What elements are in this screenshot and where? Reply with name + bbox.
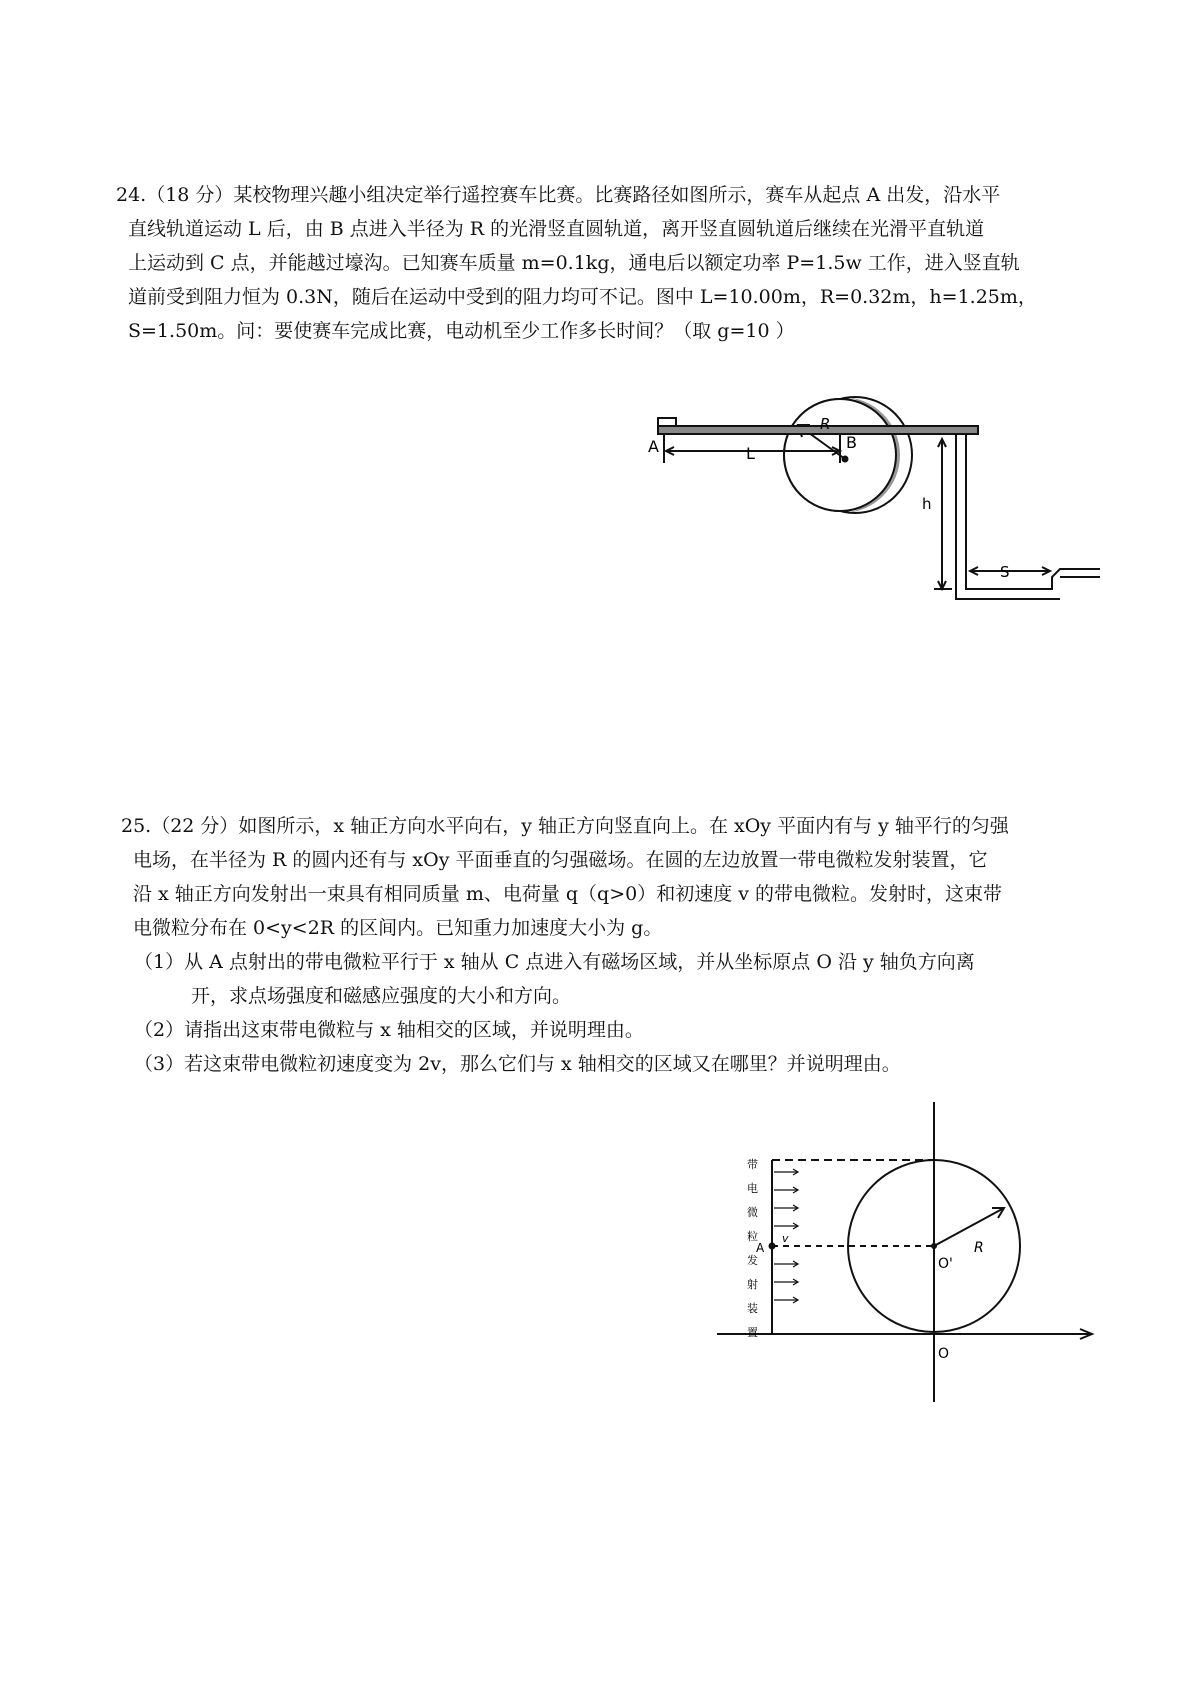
question-25 (121, 809, 1009, 1081)
q24-line-4: 道前受到阻力恒为 0.3N，随后在运动中受到的阻力均可不记。图中 L=10.00m，R=0.32m，h=1.25m， (128, 286, 1037, 308)
label-A: A (648, 437, 659, 456)
q25-line-1: 25.（22 分）如图所示，x 轴正方向水平向右，y 轴正方向竖直向上。在 xOy 平面内有与 y 轴平行的匀强 (121, 815, 1009, 837)
label-h: h (922, 495, 932, 513)
q25-sub3: （3）若这束带电微粒初速度变为 2v，那么它们与 x 轴相交的区域又在哪里？并说明理由。 (134, 1053, 901, 1075)
question-24 (116, 178, 1037, 348)
device-char-5: 发 (747, 1254, 758, 1267)
q25-line-3: 沿 x 轴正方向发射出一束具有相同质量 m、电荷量 q（q>0）和初速度 v 的带电微粒。发射时，这束带 (133, 883, 1003, 905)
q24-line-3: 上运动到 C 点，并能越过壕沟。已知赛车质量 m=0.1kg，通电后以额定功率 P=1.5w 工作，进入竖直轨 (128, 252, 1020, 274)
device-char-1: 带 (747, 1158, 758, 1171)
q24-line-1: 24.（18 分）某校物理兴趣小组决定举行遥控赛车比赛。比赛路径如图所示，赛车从起点 A 出发，沿水平 (116, 184, 1001, 206)
label-S: S (1000, 563, 1010, 581)
device-char-8: 置 (747, 1326, 758, 1339)
label-v: v (782, 1232, 789, 1245)
point-O-prime (931, 1243, 937, 1249)
q25-sub1-line-1: （1）从 A 点射出的带电微粒平行于 x 轴从 C 点进入有磁场区域，并从坐标原点 O 沿 y 轴负方向离 (134, 951, 975, 973)
label-O-prime: O' (938, 1256, 953, 1272)
loop-center (843, 457, 848, 462)
device-char-4: 粒 (747, 1230, 758, 1243)
label-R: R (974, 1240, 984, 1256)
q24-line-2: 直线轨道运动 L 后，由 B 点进入半径为 R 的光滑竖直圆轨道，离开竖直圆轨道后继续在光滑平直轨道 (128, 218, 985, 240)
device-char-7: 装 (747, 1302, 758, 1315)
label-A: A (756, 1241, 765, 1255)
q24-line-5: S=1.50m。问：要使赛车完成比赛，电动机至少工作多长时间？（取 g=10 ） (128, 320, 795, 342)
radius-line (934, 1208, 1004, 1246)
device-char-2: 电 (747, 1182, 758, 1195)
device-char-3: 微 (747, 1206, 758, 1219)
ditch-wall-inner (966, 434, 1100, 589)
q25-line-2: 电场，在半径为 R 的圆内还有与 xOy 平面垂直的匀强磁场。在圆的左边放置一带电微粒发射装置，它 (133, 849, 988, 871)
start-block (658, 418, 676, 426)
q25-line-4: 电微粒分布在 0<y<2R 的区间内。已知重力加速度大小为 g。 (133, 917, 663, 939)
device-char-6: 射 (747, 1278, 758, 1291)
label-R: R (820, 415, 831, 433)
label-O: O (938, 1346, 950, 1362)
q24-figure (640, 355, 1100, 615)
horizontal-track (658, 426, 978, 434)
label-B: B (846, 433, 857, 452)
q25-sub2: （2）请指出这束带电微粒与 x 轴相交的区域，并说明理由。 (134, 1019, 644, 1041)
q25-sub1-line-2: 开，求点场强度和磁感应强度的大小和方向。 (191, 985, 572, 1007)
label-L: L (746, 444, 755, 463)
q25-figure (712, 1090, 1112, 1410)
point-A (769, 1243, 776, 1250)
